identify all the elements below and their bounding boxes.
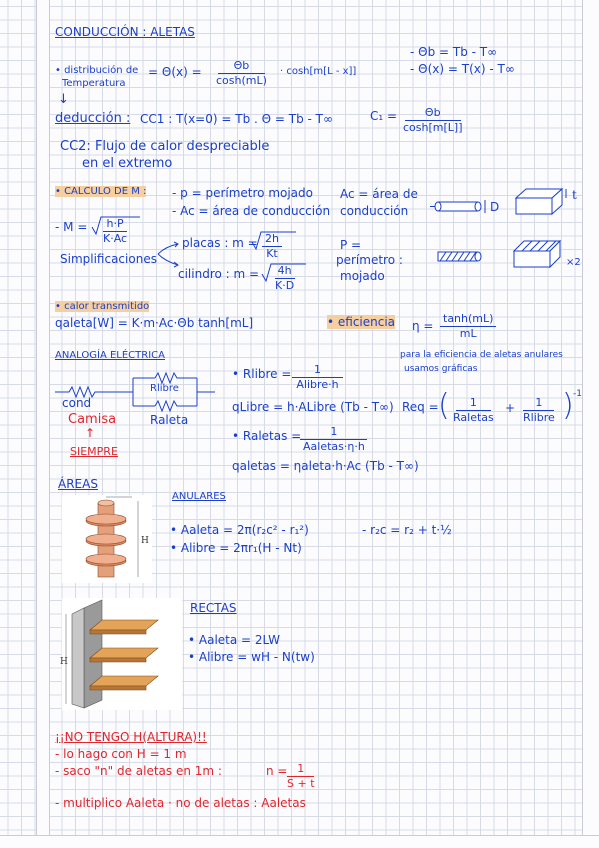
req-fraction1: [450, 397, 497, 423]
arrow-down-icon: ↓: [58, 92, 69, 107]
fraction-den: K·Ac: [103, 231, 128, 245]
anulares-title: ANULARES: [172, 491, 226, 502]
perimetro-label: perímetro :: [336, 253, 403, 267]
annular-fins-figure: [62, 495, 152, 583]
brace-arrows-icon: [156, 240, 184, 268]
temperatura-label: Temperatura: [62, 78, 126, 89]
calculo-m-text: • CALCULO DE M :: [55, 186, 147, 197]
distribucion-eq: = Θ(x) =: [148, 65, 202, 79]
deduccion-label: deducción :: [55, 111, 131, 126]
cc2-line2: en el extremo: [82, 156, 173, 171]
p-eq: P =: [340, 238, 362, 252]
fraction-num: 1: [292, 364, 343, 378]
hatched-rod-icon: [436, 249, 486, 265]
analogia-note1: para la eficiencia de aletas anulares: [400, 350, 563, 360]
rlibre-box-label: Rlibre: [150, 383, 179, 394]
mojado-label: mojado: [340, 269, 385, 283]
eficiencia-text: • eficiencia: [327, 315, 396, 329]
cosh-term: · cosh[m[L - x]]: [280, 66, 357, 77]
placas-eq: placas : m =: [182, 236, 258, 250]
page-title: CONDUCCIÓN : ALETAS: [55, 25, 195, 39]
m-eq: - M =: [55, 220, 88, 234]
annular-fins-drawing: [62, 495, 152, 583]
fraction-num: Θb: [405, 107, 461, 121]
fig-label-h2: H: [60, 657, 68, 667]
bottom-margin: [0, 835, 599, 848]
recta-alibre: • Alibre = wH - N(tw): [188, 650, 315, 664]
fraction-num: 1: [523, 397, 554, 411]
times-two-label: ×2: [566, 257, 581, 268]
fraction-num: 2h: [262, 233, 282, 247]
paren-close: ): [562, 388, 574, 423]
fraction-num: 1: [456, 397, 491, 411]
eta-fraction: [440, 313, 496, 339]
fraction-den: Aaletas·η·h: [303, 439, 365, 453]
fraction-den: S + t: [287, 776, 315, 790]
p-definition: - p = perímetro mojado: [172, 186, 313, 200]
fraction-den: mL: [459, 326, 477, 340]
hago-con-h: - lo hago con H = 1 m: [55, 747, 187, 761]
areas-title: ÁREAS: [58, 477, 98, 491]
fraction-den: Alibre·h: [296, 377, 339, 391]
fraction-num: 1: [300, 426, 367, 440]
anular-aaleta: • Aaleta = 2π(r₂c² - r₁²): [170, 523, 309, 537]
fig-label-d: D: [490, 200, 500, 214]
rlibre-fraction: [292, 364, 343, 390]
fraction-den: Raletas: [453, 410, 494, 424]
fraction-num: tanh(mL): [440, 313, 496, 327]
analogia-note2: usamos gráficas: [404, 364, 478, 374]
camisa-label: Camisa: [68, 412, 117, 427]
fraction-den: Kt: [266, 246, 278, 260]
fraction-den: Rlibre: [523, 410, 555, 424]
ac-def2-l2: conducción: [340, 204, 409, 218]
fraction-num: Θb: [218, 60, 266, 74]
fraction-den: cosh(mL): [216, 73, 267, 87]
cilindro-eq: cilindro : m =: [178, 267, 260, 281]
left-margin: [36, 0, 50, 848]
calor-text: • calor transmitido: [55, 301, 150, 312]
cond-label: cond: [62, 396, 92, 410]
right-margin: [582, 0, 599, 848]
distribucion-label: • distribución de: [55, 65, 139, 76]
rlibre-eq: • Rlibre =: [232, 367, 292, 381]
fraction-den: K·D: [275, 278, 295, 292]
distribucion-fraction: [213, 60, 270, 86]
eta-eq: η =: [412, 319, 434, 333]
cc2-line1: CC2: Flujo de calor despreciable: [60, 139, 270, 154]
raleta-label: Raleta: [150, 413, 189, 427]
eficiencia-label: [327, 316, 395, 328]
def-theta-x: - Θ(x) = T(x) - T∞: [410, 62, 515, 76]
hatched-plate-icon: [512, 238, 564, 270]
anular-alibre: • Alibre = 2πr₁(H - Nt): [170, 541, 302, 555]
qlibre-eq: qLibre = h·ALibre (Tb - T∞): [232, 400, 394, 414]
no-tengo-h: ¡¡NO TENGO H(ALTURA)!!: [55, 730, 207, 744]
raletas-eq: • Raletas =: [232, 429, 302, 443]
saco-n: - saco "n" de aletas en 1m :: [55, 764, 222, 778]
exponent: -1: [573, 389, 582, 399]
fraction-num: 4h: [275, 265, 295, 279]
multiplico: - multiplico Aaleta · no de aletas : Aaletas: [55, 796, 306, 810]
m-fraction: [100, 218, 130, 244]
c1-eq: C₁ =: [370, 109, 398, 123]
placas-fraction: [262, 233, 282, 259]
calculo-m-label: [55, 187, 146, 197]
calor-label: [55, 302, 149, 312]
cilindro-fraction: [272, 265, 297, 291]
c1-fraction: [400, 107, 466, 133]
simplificaciones-label: Simplificaciones: [60, 252, 157, 266]
ac-def2-l1: Ac = área de: [340, 187, 418, 201]
plate-fin-icon: [514, 186, 574, 218]
analogia-title: ANALOGÍA ELÉCTRICA: [55, 350, 165, 361]
rect-fins-figure: [62, 598, 182, 710]
raletas-fraction: [300, 426, 368, 452]
fraction-num: 1: [287, 763, 314, 777]
plus-sign: +: [505, 401, 516, 415]
paren-open: (: [438, 388, 450, 423]
n-fraction: [284, 763, 318, 789]
cc1-eq: CC1 : T(x=0) = Tb . Θ = Tb - T∞: [140, 112, 333, 126]
arrow-up-icon: ↑: [85, 426, 96, 440]
fig-label-h: H: [141, 536, 149, 546]
ac-definition: - Ac = área de conducción: [172, 204, 331, 218]
req-fraction2: [520, 397, 558, 423]
req-eq: Req =: [402, 400, 439, 414]
n-eq: n =: [266, 764, 288, 778]
anular-r2c: - r₂c = r₂ + t·½: [362, 523, 452, 537]
rect-fins-drawing: [62, 598, 182, 710]
recta-aaleta: • Aaleta = 2LW: [188, 633, 280, 647]
fig-label-t: t: [572, 188, 577, 202]
qaleta-eq: qaleta[W] = K·m·Ac·Θb tanh[mL]: [55, 316, 254, 330]
qaletas-eq: qaletas = ηaleta·h·Ac (Tb - T∞): [232, 459, 419, 473]
fraction-den: cosh[m[L]]: [403, 120, 463, 134]
def-theta-b: - Θb = Tb - T∞: [410, 45, 498, 59]
siempre-label: SIEMPRE: [70, 445, 118, 458]
fraction-num: h·P: [103, 218, 126, 232]
rectas-title: RECTAS: [190, 601, 237, 615]
